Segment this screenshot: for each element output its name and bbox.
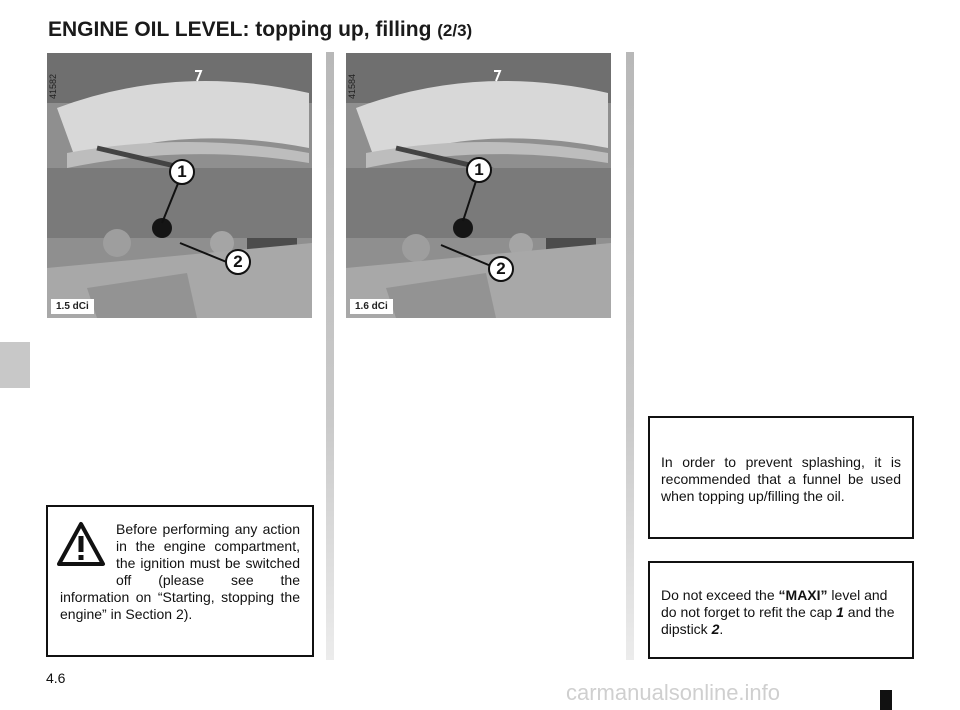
note-maxi: “MAXI” xyxy=(778,587,828,603)
engine-photo-2 xyxy=(346,53,611,318)
note-and: and the dipstick xyxy=(661,604,895,637)
page-number: 4.6 xyxy=(46,670,66,686)
engine-bay-illustration xyxy=(47,53,312,318)
corner-marker xyxy=(880,690,892,710)
engine-label: 1.6 dCi xyxy=(350,299,393,314)
tip-box xyxy=(648,416,914,539)
note-text xyxy=(661,587,901,638)
warning-box xyxy=(46,505,314,657)
title-part: (2/3) xyxy=(437,21,473,40)
warning-text-block xyxy=(60,521,300,623)
title-main: ENGINE OIL LEVEL: topping up, filling xyxy=(48,18,432,41)
column-divider xyxy=(626,52,634,660)
section-tab xyxy=(0,342,30,388)
warning-text: Before performing any action in the engine compartment, the ignition must be switched off (please see the information on “Starting, stopping the engine” in Section 2). xyxy=(60,521,300,622)
note-box xyxy=(648,561,914,659)
note-pre: Do not exceed the xyxy=(661,587,779,603)
callout-2: 2 xyxy=(225,249,251,275)
note-mid: level and do not forget to refit the cap xyxy=(661,587,888,620)
tip-text: In order to prevent splashing, it is recommended that a funnel be used when topping up/filling the oil. xyxy=(661,454,901,504)
note-end: . xyxy=(719,621,724,637)
engine-bay-illustration xyxy=(346,53,611,318)
callout-1: 1 xyxy=(466,157,492,183)
page-title xyxy=(48,18,472,42)
note-cap-ref: 1 xyxy=(836,604,844,620)
callout-2: 2 xyxy=(488,256,514,282)
engine-photo-1 xyxy=(47,53,312,318)
note-dipstick-ref: 2 xyxy=(711,621,720,637)
watermark: carmanualsonline.info xyxy=(566,680,781,705)
photo-reference: 41584 xyxy=(347,73,357,99)
column-divider xyxy=(326,52,334,660)
photo-reference: 41582 xyxy=(48,73,58,99)
callout-1: 1 xyxy=(169,159,195,185)
engine-label: 1.5 dCi xyxy=(51,299,94,314)
